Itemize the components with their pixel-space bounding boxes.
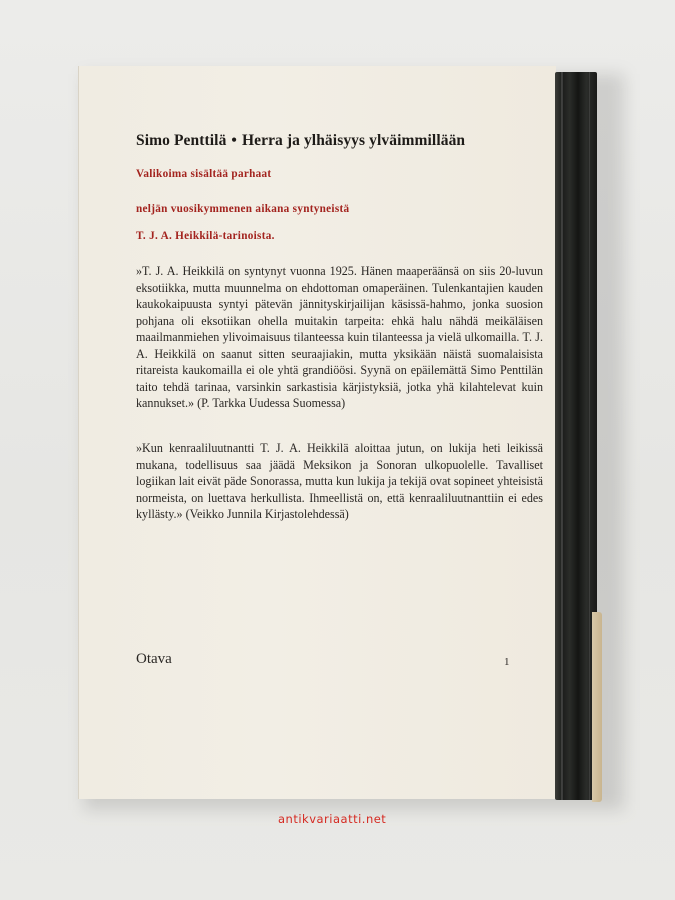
- publisher-name: Otava: [136, 651, 172, 667]
- book-spine: [555, 72, 597, 800]
- page-edge: [592, 612, 602, 802]
- subtitle-line: neljän vuosikymmenen aikana syntyneistä: [136, 203, 350, 215]
- watermark-text: antikvariaatti.net: [278, 812, 387, 826]
- cover-page: [78, 66, 556, 799]
- subtitle-line: Valikoima sisältää parhaat: [136, 168, 272, 180]
- subtitle-line: T. J. A. Heikkilä-tarinoista.: [136, 230, 275, 242]
- review-quote: »Kun kenraaliluutnantti T. J. A. Heikkilä aloittaa jutun, on lukija heti leikissä mukana, todellisuus saa jäädä Meksikon ja Sonoran ulkopuolelle. Tavalliset logiikan lait eivät päde Sonorassa, mutta kun lukija ja tekijä ovat sopineet yhteisistä normeista, on luettava herkullista. Ihmeellistä on, että kenraaliluutnanttiin ei edes kyllästy.» (Veikko Junnila Kirjastolehdessä): [136, 441, 543, 521]
- title-separator: •: [231, 132, 237, 149]
- cover-heading: [136, 132, 556, 150]
- book-title: Herra ja ylhäisyys ylväimmillään: [241, 132, 466, 149]
- review-quote: »T. J. A. Heikkilä on syntynyt vuonna 1925. Hänen maaperäänsä on siis 20-luvun eksotiikka, mutta muunnelma on ehdottoman omaperäinen. Tulenkantajien kauden kaukokaipuusta syntyi pätevän jännityskirjailijan käsissä-hahmo, jonka suosion pohjana oli eksotiikan ohella muitakin tarpeita: ehkä halu nähdä meikäläisen maailmanmiehen ylivoimaisuus tilanteessa kuin tilanteessa ja vielä ulkomailla. T. J. A. Heikkilä on saanut sitten seuraajiakin, mutta yksikään näistä suomalaisista ritareista kaukomailla ei ole yhtä grandiöösi. Syynä on epäilemättä Simo Penttilän taito tehdä tarinaa, varsinkin sarkastisia kärjistyksiä, jotka yhä kilahtelevat kuin kannukset.» (P. Tarkka Uudessa Suomessa): [136, 264, 543, 410]
- page-number: 1: [504, 656, 510, 668]
- author-name: Simo Penttilä: [136, 132, 227, 149]
- book-back-cover: [78, 66, 598, 806]
